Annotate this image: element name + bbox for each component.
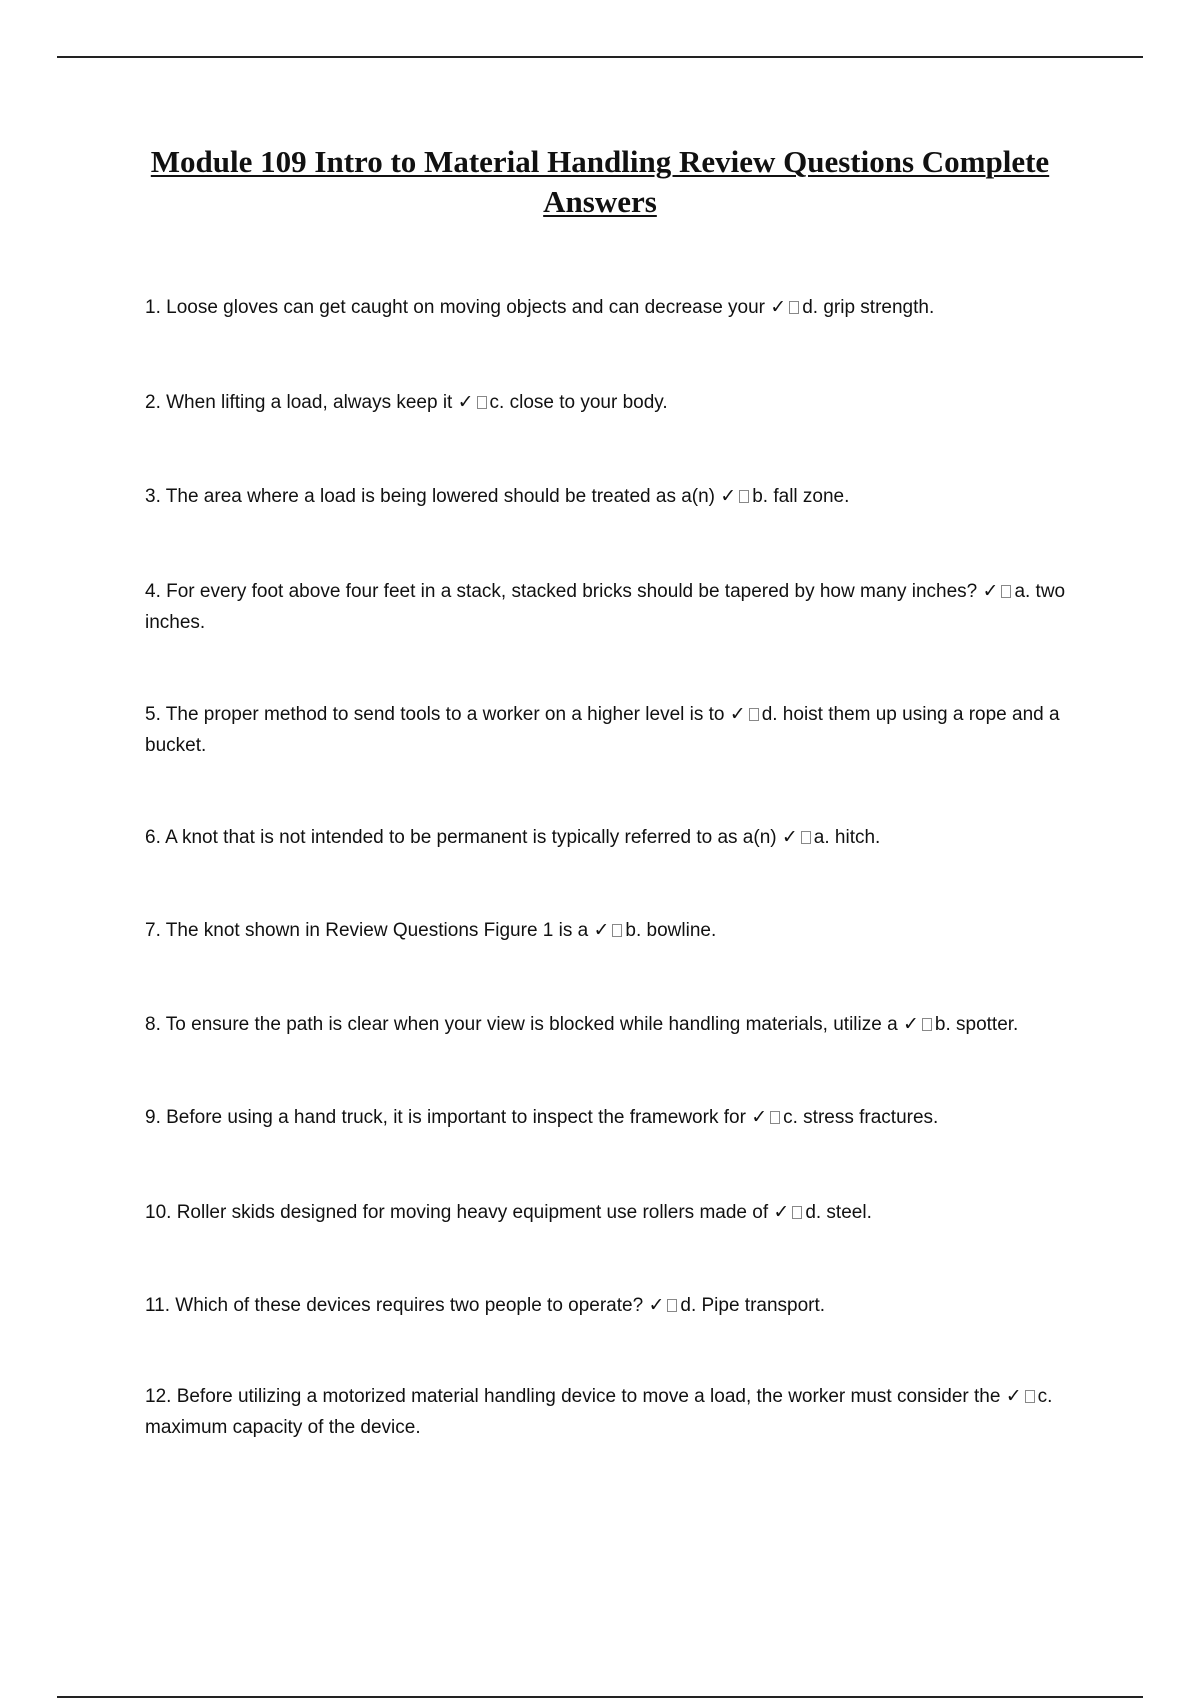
question-5: [145, 699, 1090, 761]
question-text: 1. Loose gloves can get caught on moving objects and can decrease your: [145, 297, 766, 318]
answer-text: b. bowline.: [625, 920, 717, 941]
answer-text: b. fall zone.: [752, 486, 850, 507]
box-icon: [922, 1018, 932, 1031]
question-6: [145, 822, 1090, 853]
check-icon: ✓: [1005, 1385, 1022, 1407]
box-icon: [477, 396, 487, 409]
box-icon: [770, 1111, 780, 1124]
box-icon: [789, 301, 799, 314]
question-text: 3. The area where a load is being lowered should be treated as a(n): [145, 486, 716, 507]
answer-text: a. hitch.: [813, 827, 881, 848]
question-11: [145, 1290, 1090, 1321]
check-icon: ✓: [729, 703, 746, 725]
page-title: Module 109 Intro to Material Handling Review Questions Complete Answers: [150, 144, 1050, 219]
box-icon: [792, 1206, 802, 1219]
answer-text: d. hoist them up using a rope and a bucket.: [145, 704, 1060, 756]
question-text: 9. Before using a hand truck, it is important to inspect the framework for: [145, 1107, 746, 1128]
question-text: 4. For every foot above four feet in a stack, stacked bricks should be tapered by how many inches?: [145, 581, 978, 602]
question-8: [145, 1009, 1090, 1040]
question-2: [145, 387, 1090, 418]
answer-text: a. two inches.: [145, 581, 1066, 633]
bottom-rule: [57, 1696, 1143, 1698]
box-icon: [739, 490, 749, 503]
question-1: [145, 292, 1090, 323]
question-12: [145, 1381, 1090, 1443]
check-icon: ✓: [720, 485, 737, 507]
question-text: 2. When lifting a load, always keep it: [145, 392, 453, 413]
question-7: [145, 915, 1090, 946]
check-icon: ✓: [773, 1201, 790, 1223]
question-9: [145, 1102, 1090, 1133]
answer-text: c. stress fractures.: [783, 1107, 939, 1128]
question-text: 12. Before utilizing a motorized material handling device to move a load, the worker must consider the: [145, 1386, 1001, 1407]
box-icon: [749, 708, 759, 721]
question-text: 10. Roller skids designed for moving heavy equipment use rollers made of: [145, 1202, 769, 1223]
question-4: [145, 576, 1090, 638]
question-text: 6. A knot that is not intended to be permanent is typically referred to as a(n): [145, 827, 777, 848]
check-icon: ✓: [593, 919, 610, 941]
box-icon: [667, 1299, 677, 1312]
check-icon: ✓: [982, 580, 999, 602]
box-icon: [1001, 585, 1011, 598]
question-text: 11. Which of these devices requires two people to operate?: [145, 1295, 644, 1316]
question-text: 7. The knot shown in Review Questions Figure 1 is a: [145, 920, 589, 941]
box-icon: [1025, 1390, 1035, 1403]
answer-text: b. spotter.: [934, 1014, 1019, 1035]
question-text: 5. The proper method to send tools to a worker on a higher level is to: [145, 704, 725, 725]
check-icon: ✓: [648, 1294, 665, 1316]
box-icon: [801, 831, 811, 844]
check-icon: ✓: [781, 826, 798, 848]
box-icon: [612, 924, 622, 937]
answer-text: d. Pipe transport.: [680, 1295, 826, 1316]
question-3: [145, 481, 1090, 512]
question-10: [145, 1197, 1090, 1228]
check-icon: ✓: [902, 1013, 919, 1035]
check-icon: ✓: [457, 391, 474, 413]
answer-text: d. grip strength.: [802, 297, 935, 318]
check-icon: ✓: [751, 1106, 768, 1128]
answer-text: c. close to your body.: [489, 392, 668, 413]
top-rule: [57, 56, 1143, 58]
answer-text: d. steel.: [805, 1202, 872, 1223]
question-text: 8. To ensure the path is clear when your view is blocked while handling materials, utilize a: [145, 1014, 898, 1035]
answer-text: c. maximum capacity of the device.: [145, 1386, 1053, 1438]
check-icon: ✓: [770, 296, 787, 318]
